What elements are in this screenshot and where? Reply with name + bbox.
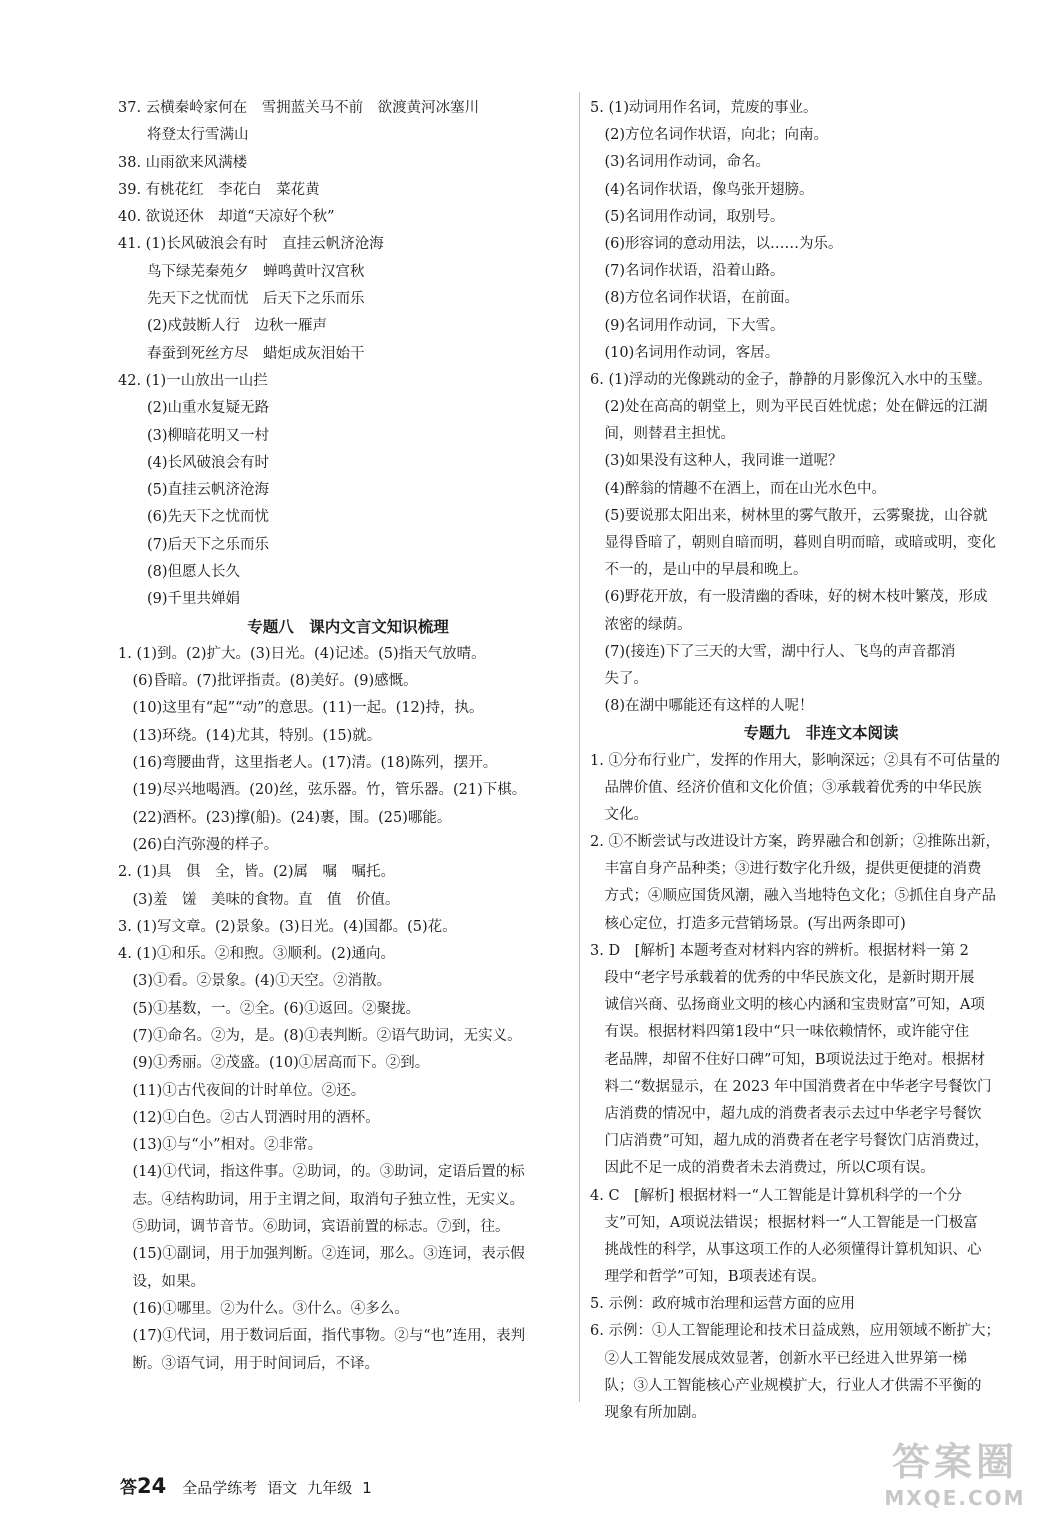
answer-line: (7)名词作状语，沿着山路。 [590,263,785,280]
answer-line: 诚信兴商、弘扬商业文明的核心内涵和宝贵财富”可知，A项 [590,997,985,1014]
answer-line: (3)名词用作动词，命名。 [590,154,771,171]
answer-line: (9)名词用作动词，下大雪。 [590,317,785,334]
answer-line: (13)环绕。(14)尤其，特别。(15)就。 [118,727,382,744]
answer-line: 队；③人工智能核心产业规模扩大，行业人才供需不平衡的 [590,1377,982,1394]
answer-line: 4. (1)①和乐。②和煦。③顺利。(2)通向。 [118,946,396,963]
answer-line: 显得昏暗了，朝则自暗而明，暮则自明而暗，或暗或明，变化 [590,535,996,551]
answer-line: (16)①哪里。②为什么。③什么。④多么。 [118,1300,409,1317]
volume: 1 [362,1479,372,1497]
answer-line: 6. 示例：①人工智能理论和技术日益成熟，应用领域不断扩大； [590,1323,1000,1340]
answer-line: (16)弯腰曲背，这里指老人。(17)清。(18)陈列，摆开。 [118,755,498,772]
answer-line: (5)名词用作动词，取别号。 [590,208,785,225]
watermark-top: 答案圈 [891,1440,1018,1484]
answer-line: 志。④结构助词，用于主谓之间，取消句子独立性，无实义。 [118,1191,524,1208]
answer-line: (8)在湖中哪能还有这样的人呢！ [590,698,814,715]
answer-line: (14)①代词，指这件事。②助词，的。③助词，定语后置的标 [118,1164,525,1181]
answer-line: (7)后天下之乐而乐 [118,536,270,553]
answer-line: 40. 欲说还休 却道“天凉好个秋” [118,209,335,226]
answer-line: (10)这里有“起”“动”的意思。(11)一起。(12)持，执。 [118,700,484,717]
answer-line: (6)先天下之忧而忧 [118,509,270,526]
answer-line: 品牌价值、经济价值和文化价值；③承载着优秀的中华民族 [590,779,982,796]
answer-line: (19)尽兴地喝酒。(20)丝，弦乐器。竹，管乐器。(21)下棋。 [118,782,527,799]
answer-line: 3. D [解析] 本题考查对材料内容的辨析。根据材料一第 2 [590,942,969,959]
section-heading: 专题八 课内文言文知识梳理 [247,617,449,636]
answer-line: (13)①与“小”相对。②非常。 [118,1137,323,1154]
answer-line: (26)白汽弥漫的样子。 [118,836,279,853]
answer-line: (4)名词作状语，像鸟张开翅膀。 [590,181,814,198]
answer-line: 4. C [解析] 根据材料一“人工智能是计算机科学的一个分 [590,1187,962,1204]
answer-line: 理学和哲学”可知，B项表述有误。 [590,1269,826,1286]
answer-line: 方式；④顺应国货风潮，融入当地特色文化；⑤抓住自身产品 [590,888,996,905]
answer-line: (2)戍鼓断人行 边秋一雁声 [118,318,328,335]
watermark-logo [880,1438,1030,1520]
subject: 语文 [267,1479,298,1497]
answer-line: (8)方位名词作状语，在前面。 [590,290,800,307]
answer-line: 2. ①不断尝试与改进设计方案，跨界融合和创新；②推陈出新， [590,834,1000,851]
left-column [118,95,578,1378]
answer-line: (7)①命名。②为，是。(8)①表判断。②语气助词，无实义。 [118,1027,522,1044]
answer-line: 失了。 [590,670,648,687]
answer-line: 先天下之忧而忧 后天下之乐而乐 [118,291,365,308]
answer-line: (22)酒杯。(23)撑(船)。(24)裹，围。(25)哪能。 [118,809,452,826]
answer-line: 因此不足一成的消费者未去消费过，所以C项有误。 [590,1160,935,1177]
answer-line: 浓密的绿荫。 [590,616,692,633]
answer-line: ⑤助词，调节音节。⑥助词，宾语前置的标志。⑦到，往。 [118,1219,510,1236]
page-footer [120,1472,372,1500]
answer-line: (5)①基数，一。②全。(6)①返回。②聚拢。 [118,1000,421,1017]
answer-line: 1. ①分布行业广，发挥的作用大，影响深远；②具有不可估量的 [590,752,1000,769]
answer-line: (17)①代词，用于数词后面，指代事物。②与“也”连用，表判 [118,1328,526,1345]
answer-line: 1. (1)到。(2)扩大。(3)日光。(4)记述。(5)指天气放晴。 [118,645,486,662]
answer-line: (6)昏暗。(7)批评指责。(8)美好。(9)感慨。 [118,673,418,690]
answer-line: 核心定位，打造多元营销场景。(写出两条即可) [590,915,906,932]
answer-line: (9)千里共婵娟 [118,591,241,608]
answer-line: (10)名词用作动词，客居。 [590,344,780,361]
answer-line: 5. 示例：政府城市治理和运营方面的应用 [590,1296,855,1313]
answer-line: (2)处在高高的朝堂上，则为平民百姓忧虑；处在僻远的江湖 [590,399,988,416]
answer-line: 断。③语气词，用于时间词后，不译。 [118,1355,379,1372]
page-prefix: 答 [120,1478,137,1498]
answer-line: 5. (1)动词用作名词，荒废的事业。 [590,100,818,116]
answer-line: 41. (1)长风破浪会有时 直挂云帆济沧海 [118,236,384,253]
watermark-bottom: MXQE.COM [884,1486,1026,1510]
answer-line: (9)①秀丽。②茂盛。(10)①居高而下。②到。 [118,1055,430,1072]
answer-line: 有误。根据材料四第1段中“只一味依赖情怀，或许能守住 [590,1024,970,1041]
answer-line: 间，则替君主担忧。 [590,426,735,443]
answer-line: 支”可知，A项说法错误；根据材料一“人工智能是一门极富 [590,1214,978,1231]
answer-line: (3)羞 馐 美味的食物。直 值 价值。 [118,891,400,908]
answer-line: 料二“数据显示，在 2023 年中国消费者在中华老字号餐饮门 [590,1078,992,1095]
answer-line: 37. 云横秦岭家何在 雪拥蓝关马不前 欲渡黄河冰塞川 [118,100,480,116]
answer-line: 老品牌，却留不住好口碑”可知，B项说法过于绝对。根据材 [590,1051,986,1068]
answer-line: (12)①白色。②古人罚酒时用的酒杯。 [118,1109,380,1126]
right-column [590,95,1052,1427]
book-title: 全品学练考 [182,1479,258,1497]
answer-line: (15)①副词，用于加强判断。②连词，那么。③连词，表示假 [118,1246,525,1263]
answer-line: (4)醉翁的情趣不在酒上，而在山光水色中。 [590,480,887,497]
answer-line: 2. (1)具 俱 全，皆。(2)属 嘱 嘱托。 [118,864,396,881]
answer-line: (2)方位名词作状语，向北；向南。 [590,127,829,144]
answer-line: 丰富自身产品种类；③进行数字化升级，提供更便捷的消费 [590,861,982,878]
page-number: 24 [137,1474,167,1498]
answer-line: 39. 有桃花红 李花白 菜花黄 [118,181,320,198]
answer-line: (11)①古代夜间的计时单位。②还。 [118,1082,366,1099]
answer-line: 春蚕到死丝方尽 蜡炬成灰泪始干 [118,345,365,362]
answer-line: (7)(接连)下了三天的大雪，湖中行人、飞鸟的声音都消 [590,643,956,660]
answer-line: 设，如果。 [118,1273,205,1290]
answer-line: (4)长风破浪会有时 [118,454,270,471]
answer-line: 店消费的情况中，超九成的消费者表示去过中华老字号餐饮 [590,1105,982,1122]
answer-line: (6)形容词的意动用法，以……为乐。 [590,235,843,252]
answer-line: 段中“老字号承载着的优秀的中华民族文化，是新时期开展 [590,970,975,986]
answer-line: (3)如果没有这种人，我同谁一道呢？ [590,453,843,470]
answer-line: 鸟下绿芜秦苑夕 蝉鸣黄叶汉宫秋 [118,263,365,280]
answer-line: (5)要说那太阳出来，树林里的雾气散开，云雾聚拢，山谷就 [590,507,988,524]
section-heading: 专题九 非连文本阅读 [743,724,899,743]
answer-line: (3)①看。②景象。(4)①天空。②消散。 [118,973,392,990]
answer-line: 文化。 [590,806,648,823]
answer-line: 现象有所加剧。 [590,1405,706,1421]
answer-line: 将登太行雪满山 [118,127,249,144]
answer-line: (5)直挂云帆济沧海 [118,482,270,499]
answer-line: 门店消费”可知，超九成的消费者在老字号餐饮门店消费过， [590,1133,989,1150]
answer-line: 42. (1)一山放出一山拦 [118,372,268,389]
answer-line: 3. (1)写文章。(2)景象。(3)日光。(4)国都。(5)花。 [118,918,457,935]
grade: 九年级 [307,1479,353,1497]
answer-line: ②人工智能发展成效显著，创新水平已经进入世界第一梯 [590,1350,967,1367]
column-divider [579,92,580,1402]
answer-line: 38. 山雨欲来风满楼 [118,154,248,171]
answer-line: (3)柳暗花明又一村 [118,427,270,444]
answer-line: 6. (1)浮动的光像跳动的金子，静静的月影像沉入水中的玉璧。 [590,371,992,388]
answer-line: (8)但愿人长久 [118,564,241,581]
answer-line: 不一的，是山中的早晨和晚上。 [590,562,808,579]
answer-line: (6)野花开放，有一股清幽的香味，好的树木枝叶繁茂，形成 [590,589,988,606]
answer-line: 挑战性的科学，从事这项工作的人必须懂得计算机知识、心 [590,1241,982,1258]
answer-line: (2)山重水复疑无路 [118,400,270,417]
